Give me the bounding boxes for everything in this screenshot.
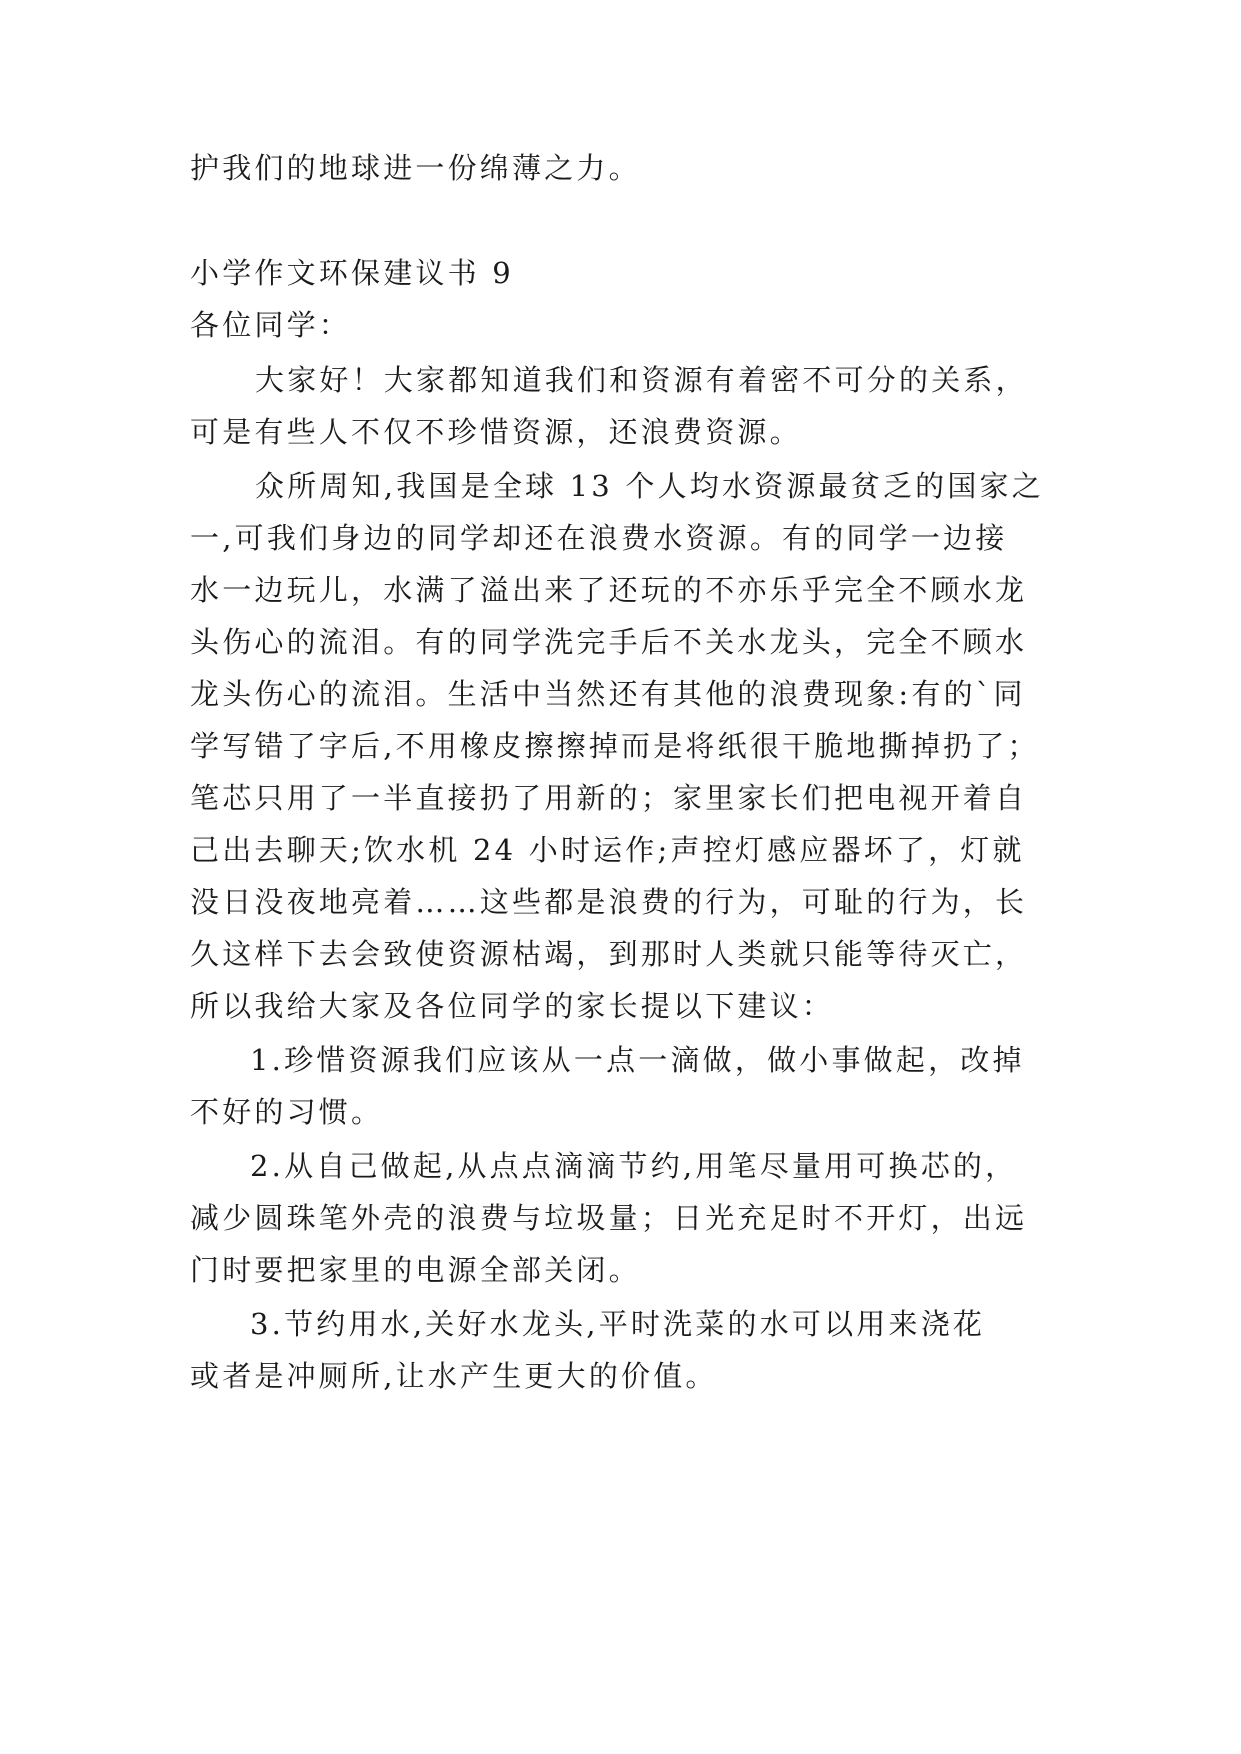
suggestion-1-line: 1.珍惜资源我们应该从一点一滴做，做小事做起，改掉: [250, 1043, 1025, 1077]
suggestion-2-line: 减少圆珠笔外壳的浪费与垃圾量；日光充足时不开灯，出远: [190, 1201, 1028, 1235]
paragraph-line: 没日没夜地亮着……这些都是浪费的行为，可耻的行为，长: [190, 885, 1028, 919]
suggestion-2-line: 门时要把家里的电源全部关闭。: [190, 1253, 641, 1287]
paragraph-line: 一,可我们身边的同学却还在浪费水资源。有的同学一边接: [190, 521, 1008, 555]
suggestion-1-line: 不好的习惯。: [190, 1095, 384, 1129]
paragraph-line: 己出去聊天;饮水机 24 小时运作;声控灯感应器坏了，灯就: [190, 833, 1025, 867]
paragraph-line: 龙头伤心的流泪。生活中当然还有其他的浪费现象:有的`同: [190, 677, 1026, 711]
paragraph-line: 可是有些人不仅不珍惜资源，还浪费资源。: [190, 415, 802, 449]
previous-section-tail: 护我们的地球进一份绵薄之力。: [190, 151, 641, 185]
paragraph-line: 头伤心的流泪。有的同学洗完手后不关水龙头，完全不顾水: [190, 625, 1028, 659]
paragraph-line: 笔芯只用了一半直接扔了用新的；家里家长们把电视开着自: [190, 781, 1028, 815]
salutation: 各位同学：: [190, 308, 352, 342]
paragraph-line: 众所周知,我国是全球 13 个人均水资源最贫乏的国家之: [255, 469, 1044, 503]
paragraph-line: 所以我给大家及各位同学的家长提以下建议：: [190, 989, 835, 1023]
suggestion-3-line: 3.节约用水,关好水龙头,平时洗菜的水可以用来浇花: [250, 1307, 986, 1341]
section-heading: 小学作文环保建议书 9: [190, 256, 514, 290]
suggestion-3-line: 或者是冲厕所,让水产生更大的价值。: [190, 1359, 718, 1393]
paragraph-line: 大家好！大家都知道我们和资源有着密不可分的关系，: [255, 363, 1028, 397]
paragraph-line: 学写错了字后,不用橡皮擦擦掉而是将纸很干脆地撕掉扔了；: [190, 729, 1040, 763]
suggestion-2-line: 2.从自己做起,从点点滴滴节约,用笔尽量用可换芯的，: [250, 1149, 1018, 1183]
paragraph-line: 久这样下去会致使资源枯竭，到那时人类就只能等待灭亡，: [190, 937, 1028, 971]
paragraph-line: 水一边玩儿，水满了溢出来了还玩的不亦乐乎完全不顾水龙: [190, 573, 1028, 607]
